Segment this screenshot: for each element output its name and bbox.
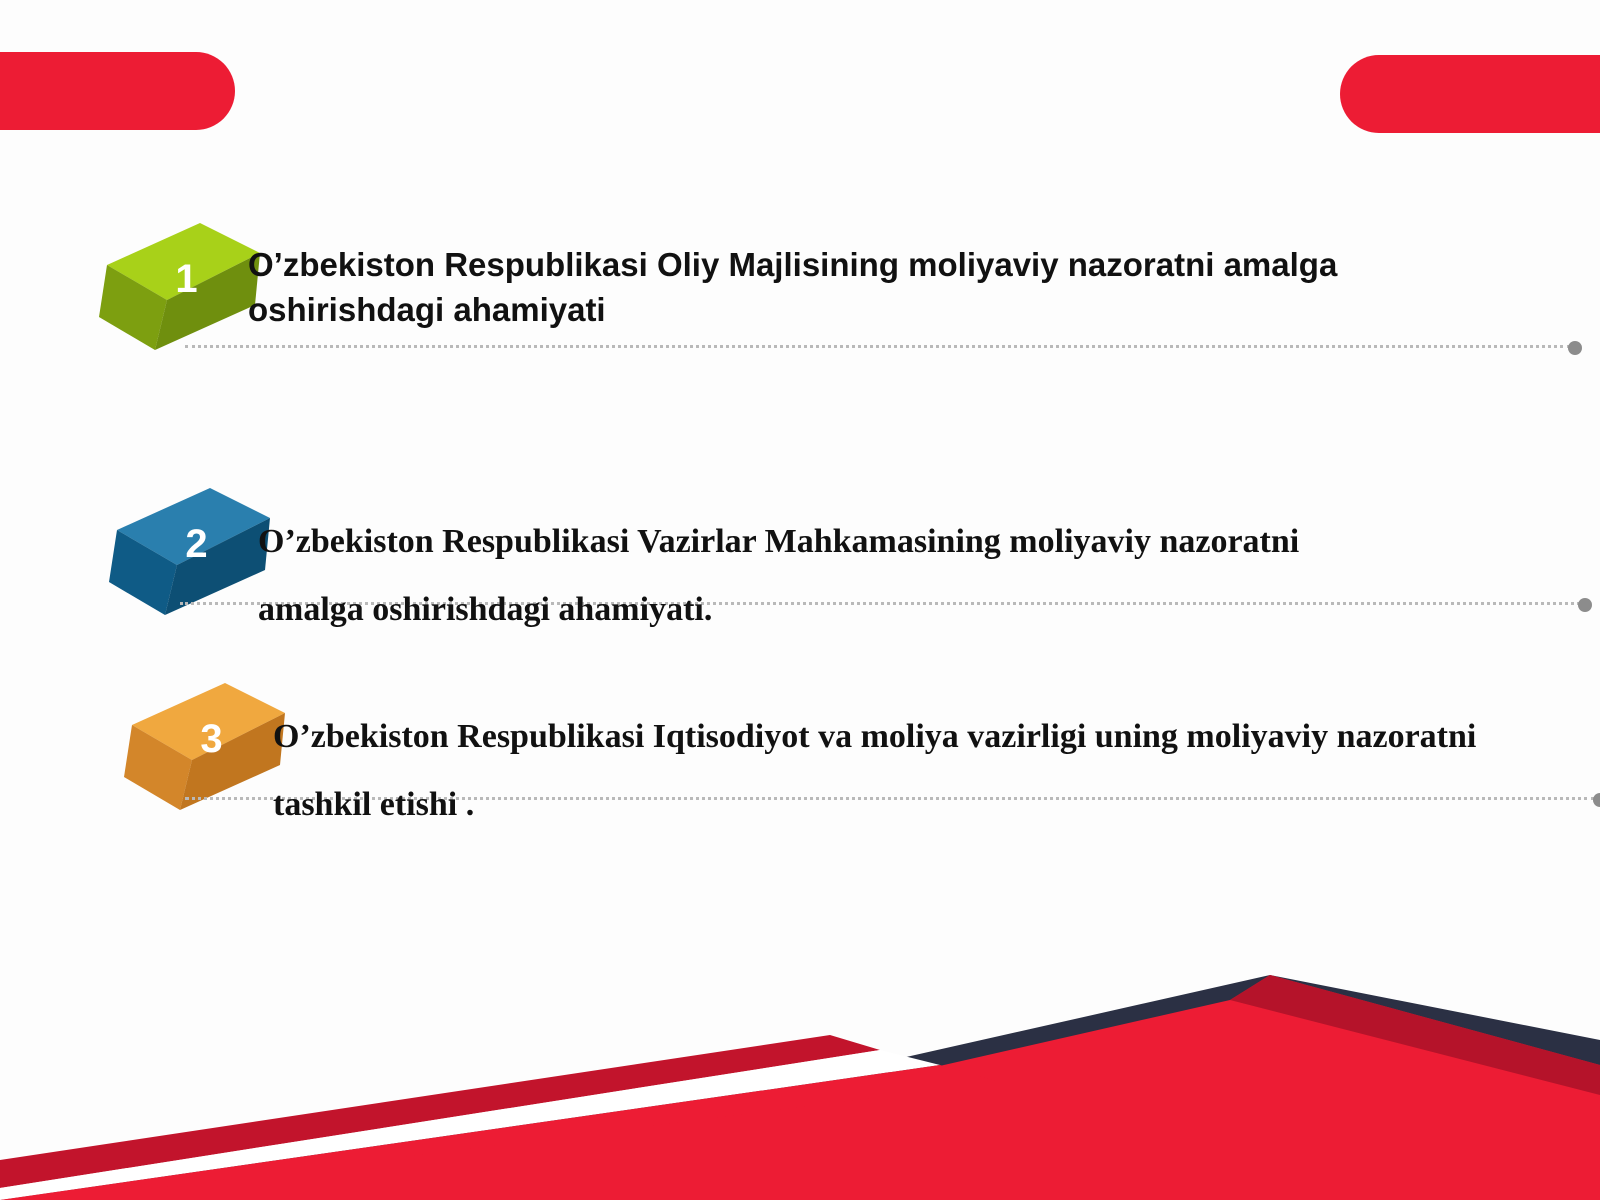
- leader-line: [185, 345, 1570, 352]
- item-text: O’zbekiston Respublikasi Oliy Majlisining moliyaviy nazoratni amalga oshirishdagi ahamiyati: [248, 246, 1338, 328]
- item-text-wrap: [273, 665, 1513, 839]
- item-text: O’zbekiston Respublikasi Iqtisodiyot va moliya vazirligi uning moliyaviy nazoratni tashkil etishi .: [273, 718, 1477, 823]
- item-number: 3: [200, 717, 223, 761]
- item-number: 2: [185, 522, 208, 566]
- top-right-red-bar: [1340, 55, 1600, 133]
- number-cube-1-icon: [95, 205, 270, 360]
- item-number: 1: [175, 257, 198, 301]
- list-item: [120, 665, 1513, 839]
- item-text-wrap: [248, 205, 1448, 332]
- list-item: [95, 205, 1448, 360]
- bottom-decoration: [0, 960, 1600, 1200]
- list-item: [105, 470, 1318, 644]
- item-text: O’zbekiston Respublikasi Vazirlar Mahkamasining moliyaviy nazoratni amalga oshirishdagi ahamiyati.: [258, 523, 1300, 628]
- top-left-red-bar: [0, 52, 235, 130]
- item-text-wrap: [258, 470, 1318, 644]
